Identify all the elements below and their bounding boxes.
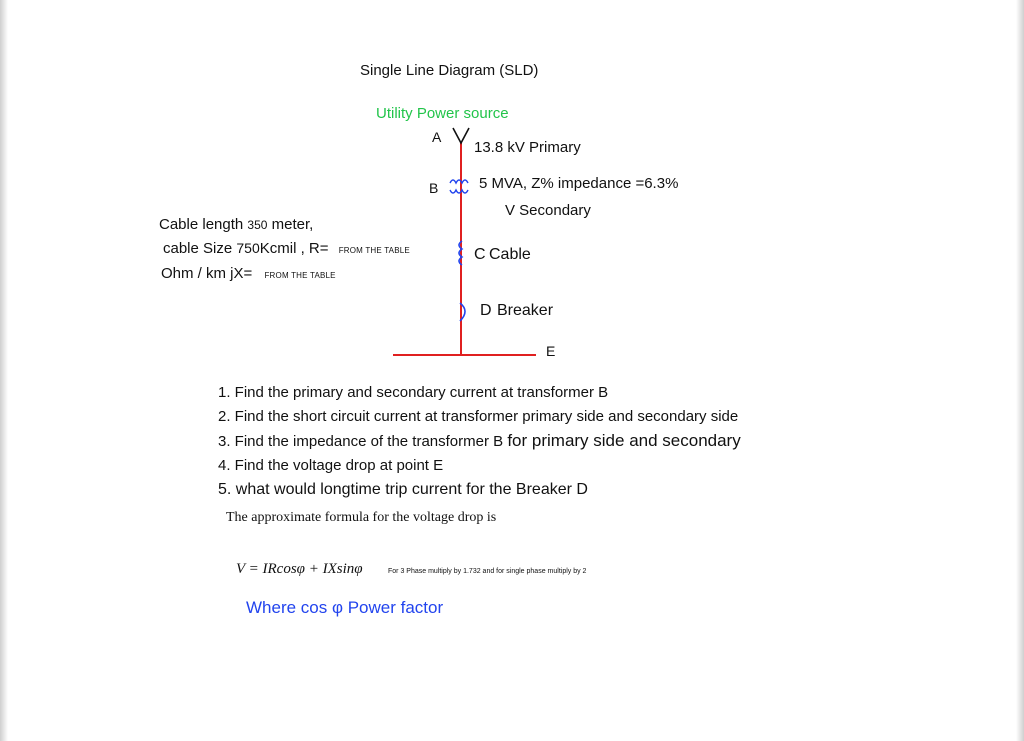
- phase-multiplier-note: For 3 Phase multiply by 1.732 and for single phase multiply by 2: [388, 568, 587, 575]
- question-1: 1. Find the primary and secondary current at transformer B: [218, 384, 609, 401]
- breaker-component-label: Breaker: [497, 302, 554, 319]
- question-5: 5. what would longtime trip current for the Breaker D: [218, 481, 588, 498]
- question-3-suffix: for primary side and secondary: [507, 431, 741, 450]
- point-c-label: C: [474, 246, 486, 263]
- point-b-label: B: [429, 180, 439, 196]
- cable-info-line-3: [161, 265, 336, 282]
- cable-length-label: Cable length: [159, 216, 244, 233]
- utility-source-symbol: [453, 128, 469, 143]
- point-d-label: D: [480, 302, 492, 319]
- secondary-voltage-label: V Secondary: [505, 202, 591, 219]
- power-factor-note: Where cos φ Power factor: [246, 598, 444, 617]
- reactance-label: Ohm / km jX=: [161, 265, 253, 282]
- question-4: 4. Find the voltage drop at point E: [218, 457, 444, 474]
- question-3-text: 3. Find the impedance of the transformer B: [218, 433, 504, 450]
- reactance-value: FROM THE TABLE: [264, 271, 336, 280]
- utility-source-label: Utility Power source: [376, 105, 509, 122]
- transformer-b-symbol: [450, 180, 468, 193]
- cable-info-line-2: [163, 240, 410, 257]
- cable-component-label: Cable: [489, 246, 531, 263]
- transformer-rating-label: 5 MVA, Z% impedance =6.3%: [479, 175, 679, 192]
- diagram-title: Single Line Diagram (SLD): [360, 62, 539, 79]
- point-a-label: A: [432, 129, 442, 145]
- cable-size-unit: Kcmil , R=: [259, 240, 329, 257]
- question-3: [218, 429, 741, 454]
- resistance-value: FROM THE TABLE: [338, 246, 410, 255]
- question-2: 2. Find the short circuit current at transformer primary side and secondary side: [218, 408, 739, 425]
- voltage-drop-equation: V = IRcosφ + IXsinφ: [236, 561, 363, 577]
- question-list: [218, 381, 741, 502]
- primary-voltage-label: 13.8 kV Primary: [474, 139, 581, 156]
- formula-intro: The approximate formula for the voltage drop is: [226, 510, 497, 525]
- point-e-label: E: [546, 343, 556, 359]
- cable-length-unit: meter,: [271, 216, 314, 233]
- cable-length-value: 350: [247, 218, 268, 232]
- cable-size-value: 750: [236, 240, 260, 256]
- cable-size-label: cable Size: [163, 240, 233, 257]
- cable-info-line-1: [159, 216, 313, 233]
